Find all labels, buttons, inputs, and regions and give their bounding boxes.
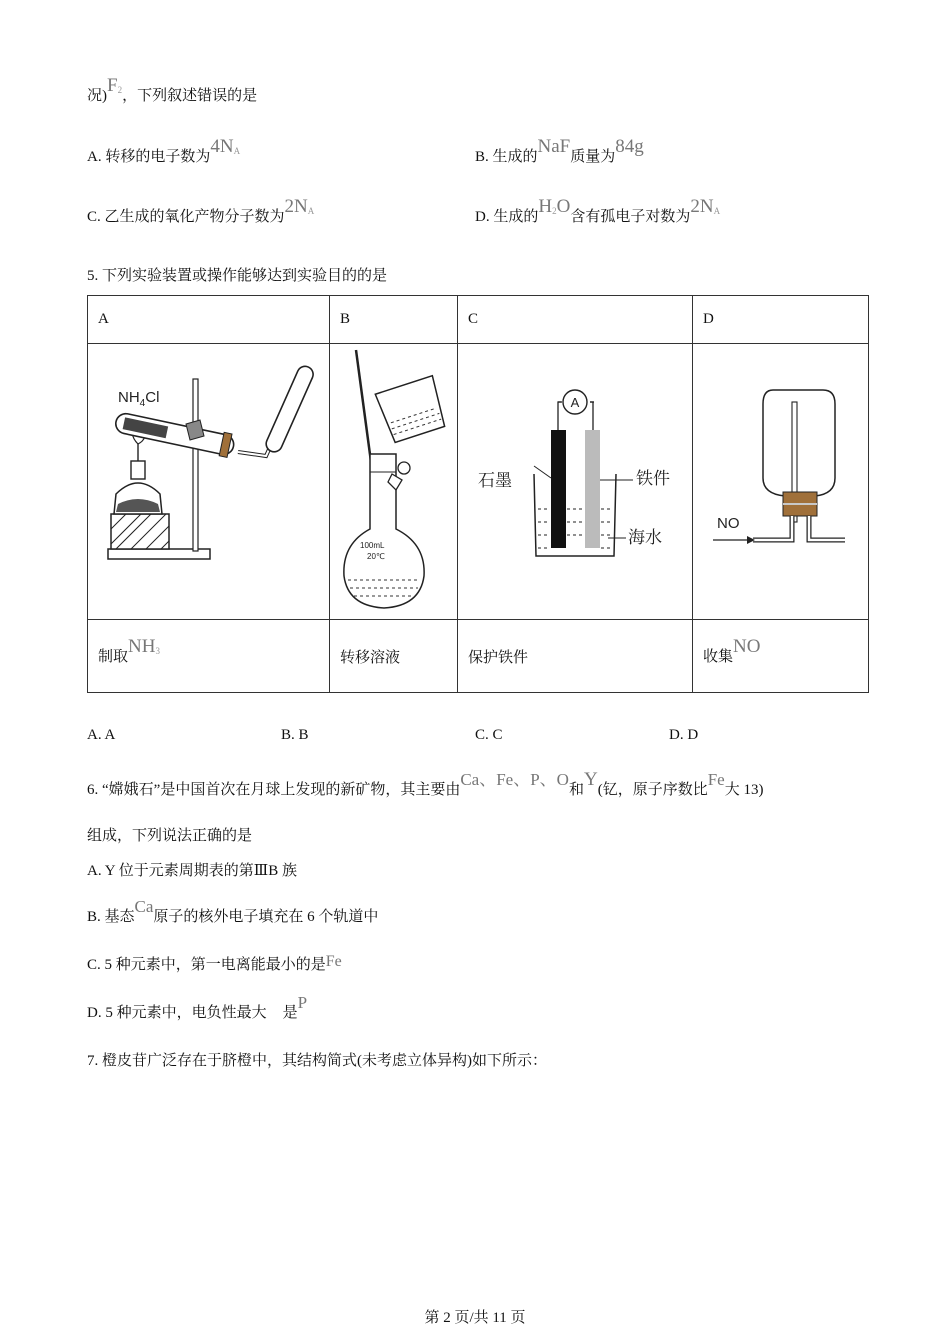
figure-c-cell bbox=[458, 344, 693, 620]
formula-2na: $2N_A$ bbox=[284, 196, 315, 217]
iron-label: 铁件 bbox=[636, 469, 670, 488]
formula-nh3: $NH_3$ bbox=[128, 636, 160, 657]
q6-c-prefix: C. 5 种元素中，第一电离能最小的是 bbox=[87, 957, 326, 973]
formula-fe: Fe bbox=[707, 770, 725, 789]
q4-a-text: A. 转移的电子数为 bbox=[87, 149, 211, 165]
formula-no: NO bbox=[733, 636, 761, 657]
header-c: C bbox=[458, 296, 693, 344]
q5-table bbox=[87, 295, 869, 693]
q6-option-c bbox=[87, 953, 342, 974]
q4-intro-prefix: 况) bbox=[87, 88, 107, 104]
q6-d-mid: 是 bbox=[282, 1005, 298, 1021]
q4-option-d bbox=[475, 196, 721, 227]
q4-d-mid: 含有孤电子对数为 bbox=[570, 209, 691, 225]
q6-b-suffix: 原子的核外电子填充在 6 个轨道中 bbox=[153, 909, 379, 925]
formula-84g: 84g bbox=[615, 136, 644, 157]
gas-collection-figure bbox=[703, 344, 858, 614]
q4-option-c bbox=[87, 196, 315, 227]
caption-a bbox=[88, 620, 330, 693]
ammeter-label: A bbox=[570, 395, 580, 410]
q6-and: 和 bbox=[568, 782, 584, 798]
formula-ca: Ca bbox=[134, 897, 154, 916]
caption-b: 转移溶液 bbox=[330, 620, 458, 693]
q4-option-a bbox=[87, 136, 241, 167]
caption-c: 保护铁件 bbox=[458, 620, 693, 693]
flask-volume-label: 100mL bbox=[360, 541, 385, 550]
q4-b-mid: 质量为 bbox=[570, 149, 616, 165]
ammonia-apparatus-figure bbox=[98, 344, 319, 614]
q6-stem-2: 组成，下列说法正确的是 bbox=[87, 828, 253, 844]
q5-option-c: C. C bbox=[475, 727, 503, 743]
q6-stem-prefix: 6. “嫦娥石”是中国首次在月球上发现的新矿物，其主要由 bbox=[87, 782, 461, 798]
q6-d-prefix: D. 5 种元素中，电负性最大 bbox=[87, 1005, 267, 1021]
formula-2na-d: $2N_A$ bbox=[690, 196, 721, 217]
formula-f2: $F_2$ bbox=[107, 75, 123, 96]
formula-fe-c: Fe bbox=[325, 953, 342, 970]
q4-intro-suffix: ，下列叙述错误的是 bbox=[122, 88, 258, 104]
figure-d-cell bbox=[693, 344, 869, 620]
caption-d-text: 收集 bbox=[703, 649, 734, 665]
header-b: B bbox=[330, 296, 458, 344]
page-footer: 第 2 页/共 11 页 bbox=[424, 1310, 526, 1326]
q4-b-text: B. 生成的 bbox=[475, 149, 538, 165]
q5-option-b: B. B bbox=[281, 727, 309, 743]
formula-y: Y bbox=[583, 769, 598, 790]
formula-4na: $4N_A$ bbox=[210, 136, 241, 157]
header-a: A bbox=[88, 296, 330, 344]
q6-b-prefix: B. 基态 bbox=[87, 909, 135, 925]
q5-stem: 5. 下列实验装置或操作能够达到实验目的的是 bbox=[87, 268, 388, 284]
header-d: D bbox=[693, 296, 869, 344]
q4-option-b bbox=[475, 136, 644, 167]
formula-naf: NaF bbox=[537, 136, 571, 157]
seawater-label: 海水 bbox=[628, 528, 662, 547]
caption-a-text: 制取 bbox=[98, 649, 129, 665]
q6-paren: (钇，原子序数比 bbox=[597, 782, 708, 798]
formula-p: P bbox=[297, 993, 308, 1012]
q5-option-d: D. D bbox=[669, 727, 699, 743]
no-gas-label: NO bbox=[717, 515, 740, 532]
q7-stem: 7. 橙皮苷广泛存在于脐橙中，其结构简式(未考虑立体异构)如下所示： bbox=[87, 1053, 547, 1069]
q6-option-a: A. Y 位于元素周期表的第ⅢB 族 bbox=[87, 863, 298, 879]
q6-stem bbox=[87, 769, 764, 800]
q4-d-text: D. 生成的 bbox=[475, 209, 539, 225]
electrochem-figure bbox=[468, 344, 682, 614]
formula-elements: Ca、Fe、P、O bbox=[460, 770, 569, 789]
q6-option-d bbox=[87, 993, 308, 1022]
flask-temp-label: 20℃ bbox=[367, 552, 385, 561]
figure-a-cell bbox=[88, 344, 330, 620]
q4-c-text: C. 乙生成的氧化产物分子数为 bbox=[87, 209, 285, 225]
q6-option-b bbox=[87, 897, 379, 926]
q6-tail: 大 13) bbox=[724, 782, 764, 798]
q5-option-a: A. A bbox=[87, 727, 116, 743]
q4-intro bbox=[87, 75, 258, 106]
volumetric-flask-figure bbox=[340, 344, 447, 614]
formula-h2o: $H_2O$ bbox=[538, 196, 571, 217]
figure-b-cell bbox=[330, 344, 458, 620]
graphite-label: 石墨 bbox=[478, 471, 512, 490]
caption-d bbox=[693, 620, 869, 693]
nh4cl-label: $NH_4Cl$ bbox=[118, 389, 160, 409]
